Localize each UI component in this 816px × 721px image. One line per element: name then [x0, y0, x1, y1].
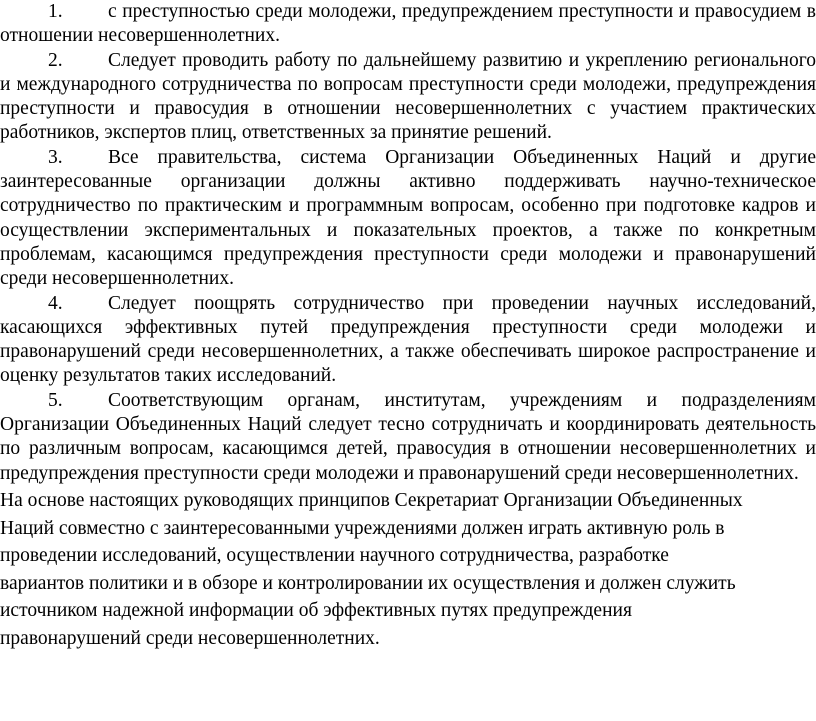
- closing-line: Наций совместно с заинтересованными учреждениями должен играть активную роль в: [0, 517, 725, 539]
- closing-line: источником надежной информации об эффективных путях предупреждения: [0, 600, 632, 622]
- paragraph-number: 3.: [48, 146, 63, 168]
- paragraph-number: 4.: [48, 292, 63, 314]
- paragraph-text: с преступностью среди молодежи, предупреждением преступности и правосудием в отношении несовершеннолетних.: [0, 1, 816, 47]
- numbered-paragraph-5: [0, 389, 816, 486]
- closing-line: На основе настоящих руководящих принципов Секретариат Организации Объединенных: [0, 489, 743, 511]
- paragraph-text: Следует проводить работу по дальнейшему развитию и укреплению регионального и международного сотрудничества по вопросам преступности среди молодежи, предупреждения преступности и правосудия в отношении несовершеннолетних с участием практических работников, экспертов плиц, ответственных за принятие решений.: [0, 49, 816, 144]
- paragraph-number: 5.: [48, 389, 63, 411]
- closing-line: вариантов политики и в обзоре и контролировании их осуществления и должен служить: [0, 572, 736, 594]
- closing-line: проведении исследований, осуществлении научного сотрудничества, разработке: [0, 545, 669, 567]
- closing-paragraph: [0, 487, 816, 653]
- paragraph-text: Все правительства, система Организации Объединенных Наций и другие заинтересованные организации должны активно поддерживать научно-техническое сотрудничество по практическим и программным вопросам, особенно при подготовке кадров и осуществлении экспериментальных и показательных проектов, а также по конкретным проблемам, касающимся предупреждения преступности среди молодежи и правонарушений среди несовершеннолетних.: [0, 146, 816, 290]
- paragraph-number: 2.: [48, 49, 63, 71]
- numbered-paragraph-1: [0, 0, 816, 49]
- paragraph-number: 1.: [48, 1, 63, 22]
- paragraph-text: Следует поощрять сотрудничество при проведении научных исследований, касающихся эффективных путей предупреждения преступности среди молодежи и правонарушений среди несовершеннолетних, а также обеспечивать широкое распространение и оценку результатов таких исследований.: [0, 292, 816, 387]
- numbered-paragraph-3: [0, 146, 816, 292]
- paragraph-text: Соответствующим органам, институтам, учреждениям и подразделениям Организации Объединенных Наций следует тесно сотрудничать и координировать деятельность по различным вопросам, касающимся детей, правосудия в отношении несовершеннолетних и предупреждения преступности среди молодежи и правонарушений среди несовершеннолетних.: [0, 389, 816, 484]
- numbered-paragraph-2: [0, 49, 816, 146]
- closing-line: правонарушений среди несовершеннолетних.: [0, 627, 380, 649]
- numbered-paragraph-4: [0, 292, 816, 389]
